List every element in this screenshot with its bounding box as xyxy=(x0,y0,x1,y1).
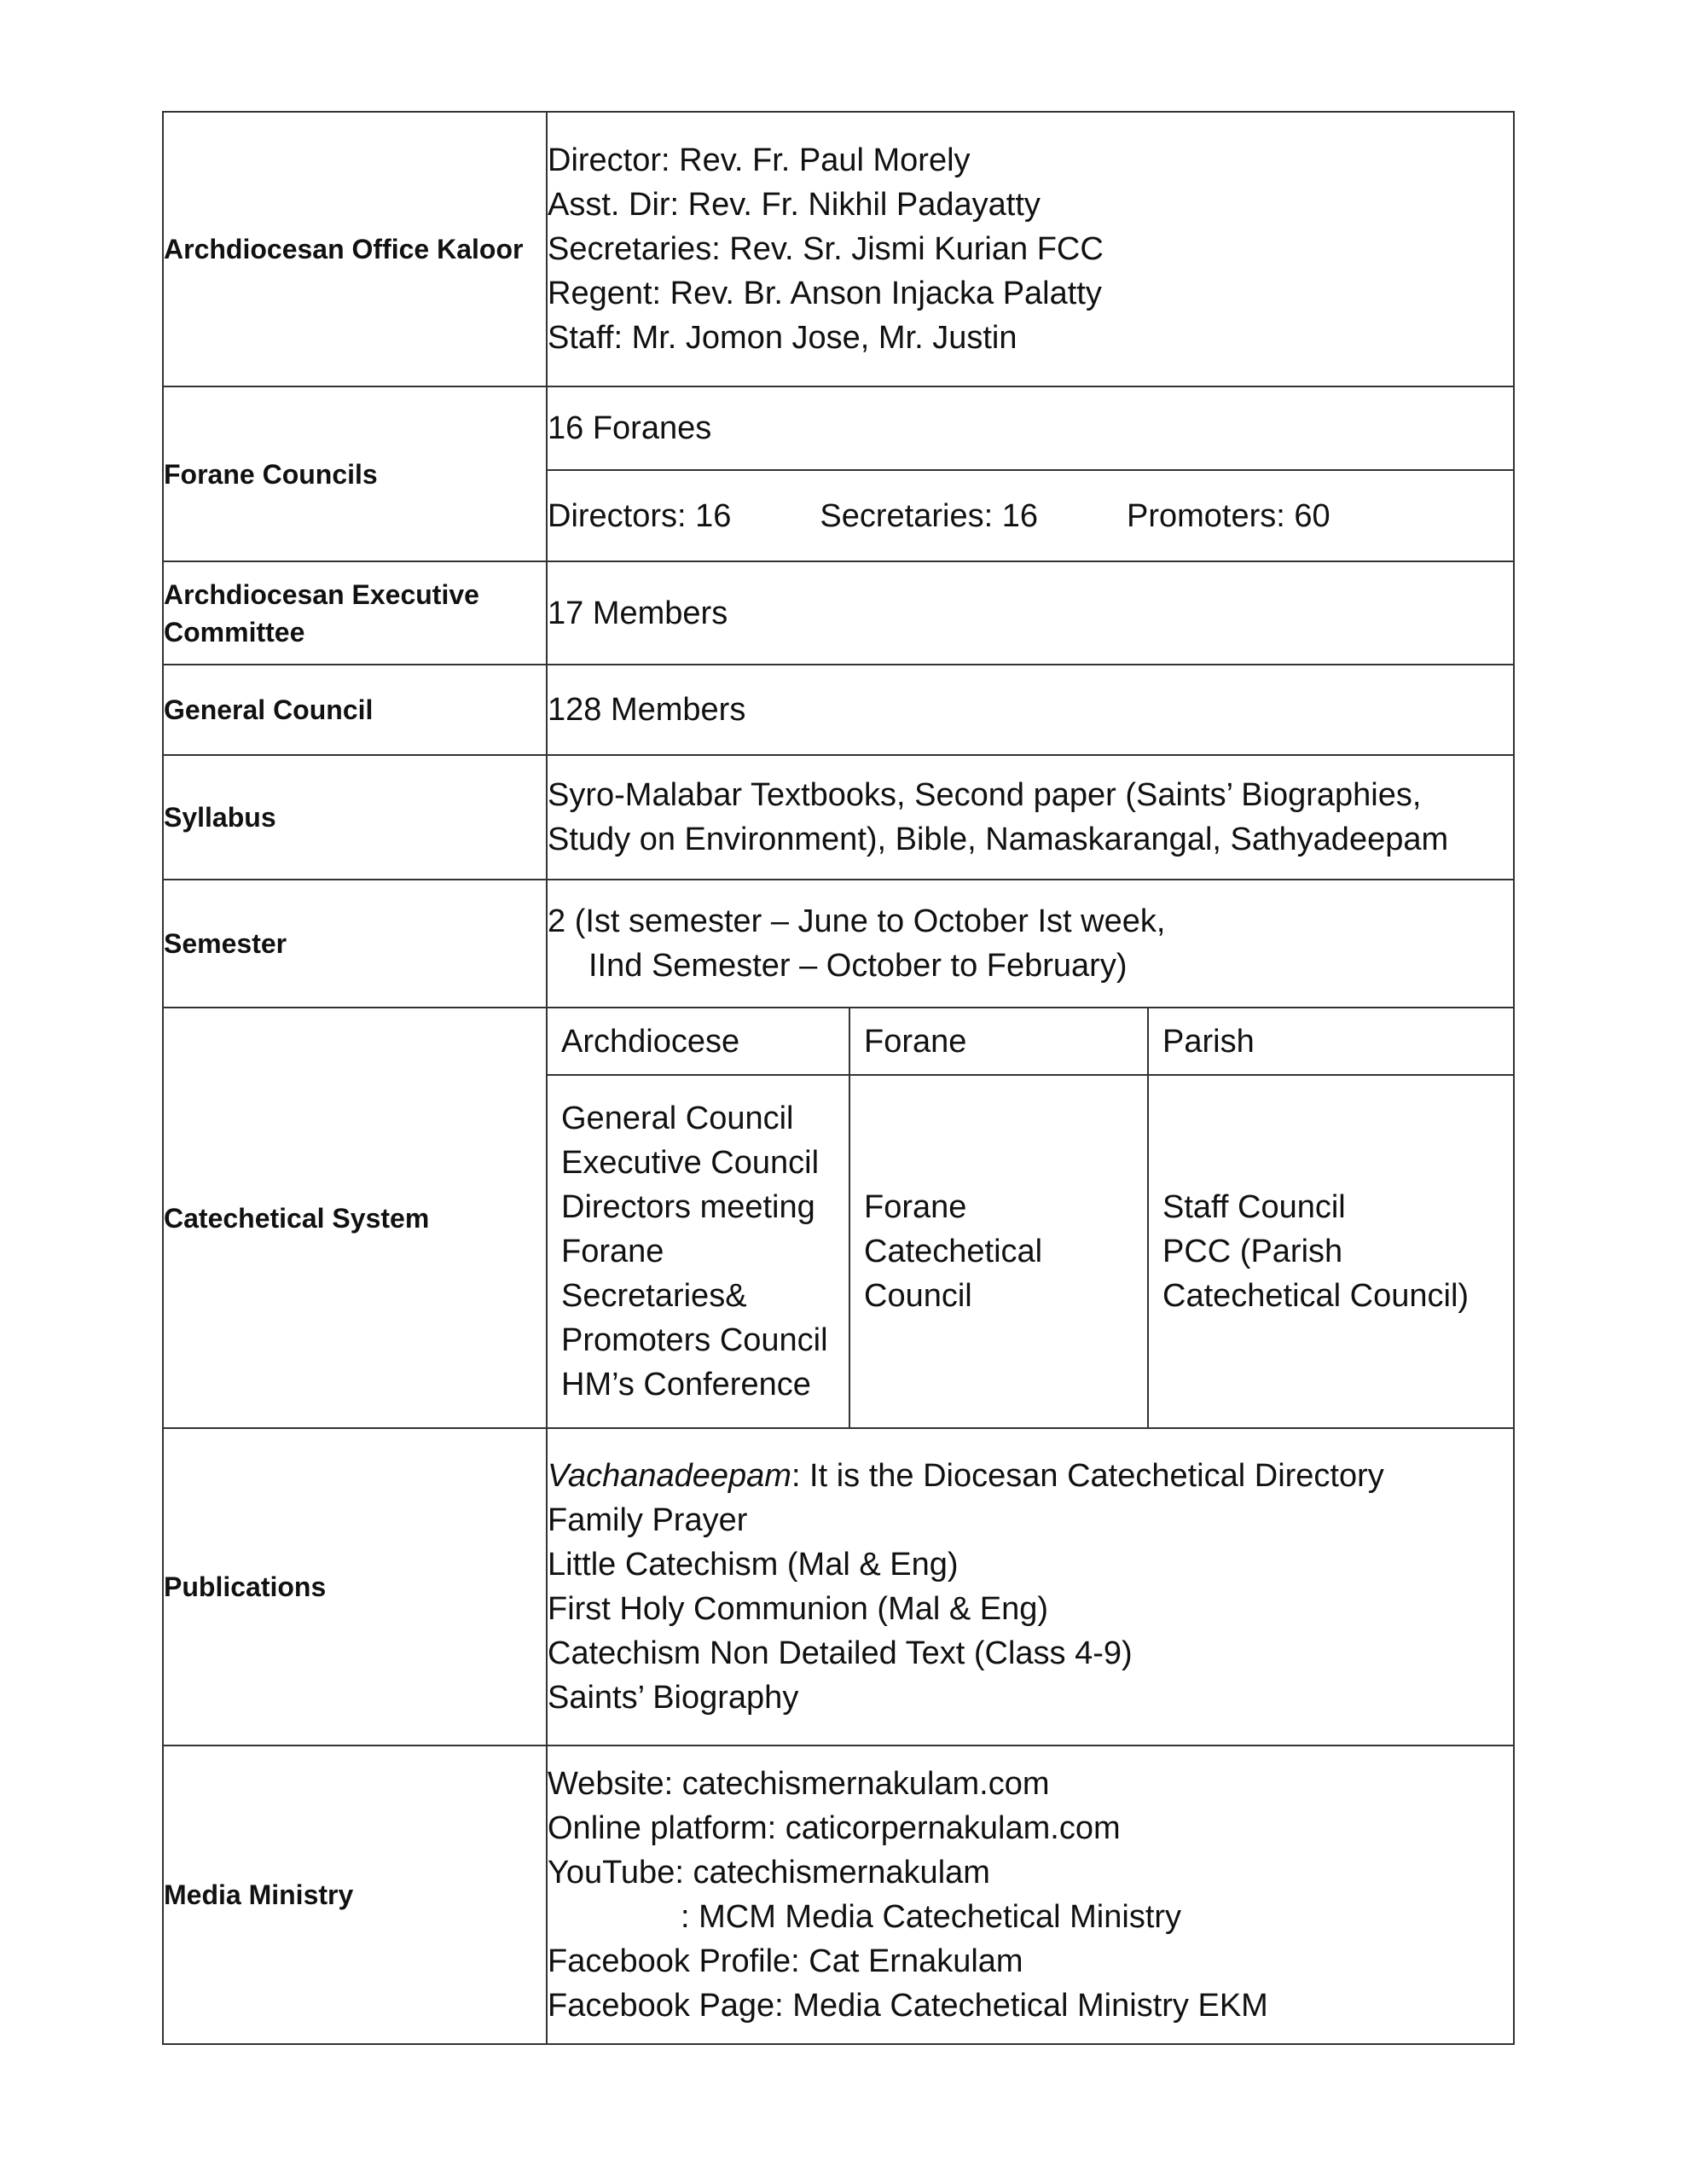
media-website: Website: catechismernakulam.com xyxy=(548,1766,1050,1802)
system-header-parish: Parish xyxy=(1148,1008,1513,1075)
system-body-row xyxy=(548,1075,1513,1427)
row-system xyxy=(163,1008,1514,1428)
media-youtube: YouTube: catechismernakulam xyxy=(548,1855,990,1891)
system-arch-item: Forane xyxy=(561,1234,664,1269)
publication-item: Saints’ Biography xyxy=(548,1680,799,1716)
system-arch-item: Secretaries& xyxy=(561,1278,747,1314)
label-media: Media Ministry xyxy=(163,1745,547,2044)
system-arch-item: Promoters Council xyxy=(561,1322,828,1358)
general-value: 128 Members xyxy=(547,665,1514,755)
system-arch-item: Executive Council xyxy=(561,1145,820,1181)
system-parish-list xyxy=(1148,1075,1513,1427)
publication-item: Catechism Non Detailed Text (Class 4-9) xyxy=(548,1635,1133,1671)
forane-directors: Directors: 16 xyxy=(548,497,732,534)
label-forane: Forane Councils xyxy=(163,386,547,561)
system-arch-item: HM’s Conference xyxy=(561,1367,811,1403)
system-forane-item: Council xyxy=(864,1278,972,1314)
row-media xyxy=(163,1745,1514,2044)
media-online-platform: Online platform: caticorpernakulam.com xyxy=(548,1810,1121,1846)
row-publications xyxy=(163,1428,1514,1745)
media-youtube-second: : MCM Media Catechetical Ministry xyxy=(681,1899,1182,1935)
system-header-archdiocese: Archdiocese xyxy=(548,1008,849,1075)
office-secretaries: Secretaries: Rev. Sr. Jismi Kurian FCC xyxy=(548,231,1104,267)
publication-item xyxy=(548,1454,1513,1498)
system-archdiocese-list xyxy=(548,1075,849,1427)
executive-value: 17 Members xyxy=(547,561,1514,665)
row-forane-count xyxy=(163,386,1514,470)
media-facebook-page: Facebook Page: Media Catechetical Ministry EKM xyxy=(548,1988,1268,2024)
syllabus-line-2: Study on Environment), Bible, Namaskarangal, Sathyadeepam xyxy=(548,822,1449,857)
row-office xyxy=(163,112,1514,386)
system-forane-item: Forane xyxy=(864,1189,967,1225)
system-arch-item: General Council xyxy=(561,1101,794,1136)
label-office: Archdiocesan Office Kaloor xyxy=(163,112,547,386)
system-parish-item: PCC (Parish xyxy=(1162,1234,1343,1269)
label-general: General Council xyxy=(163,665,547,755)
system-forane-list xyxy=(849,1075,1148,1427)
semester-text xyxy=(547,880,1514,1008)
forane-promoters: Promoters: 60 xyxy=(1126,497,1330,534)
syllabus-text xyxy=(547,755,1514,880)
system-forane-item: Catechetical xyxy=(864,1234,1043,1269)
semester-line-2: IInd Semester – October to February) xyxy=(588,948,1128,984)
office-asst-director: Asst. Dir: Rev. Fr. Nikhil Padayatty xyxy=(548,187,1041,223)
system-parish-item: Catechetical Council) xyxy=(1162,1278,1470,1314)
system-cell xyxy=(547,1008,1514,1428)
row-semester xyxy=(163,880,1514,1008)
media-facebook-profile: Facebook Profile: Cat Ernakulam xyxy=(548,1943,1023,1979)
publication-item: Little Catechism (Mal & Eng) xyxy=(548,1547,959,1583)
system-header-forane: Forane xyxy=(849,1008,1148,1075)
semester-line-1: 2 (Ist semester – June to October Ist week, xyxy=(548,903,1166,939)
label-executive: Archdiocesan Executive Committee xyxy=(163,561,547,665)
office-staff: Staff: Mr. Jomon Jose, Mr. Justin xyxy=(548,320,1017,356)
publication-description: : It is the Diocesan Catechetical Directory xyxy=(791,1458,1384,1494)
syllabus-line-1: Syro-Malabar Textbooks, Second paper (Saints’ Biographies, xyxy=(548,777,1422,813)
forane-roles xyxy=(547,470,1514,561)
label-system: Catechetical System xyxy=(163,1008,547,1428)
forane-count: 16 Foranes xyxy=(547,386,1514,470)
system-header-row xyxy=(548,1008,1513,1075)
system-subtable xyxy=(548,1008,1513,1427)
row-general xyxy=(163,665,1514,755)
label-semester: Semester xyxy=(163,880,547,1008)
office-director: Director: Rev. Fr. Paul Morely xyxy=(548,142,971,178)
system-arch-item: Directors meeting xyxy=(561,1189,815,1225)
publication-item: Family Prayer xyxy=(548,1502,748,1538)
label-publications: Publications xyxy=(163,1428,547,1745)
publication-title-italic: Vachanadeepam xyxy=(548,1458,791,1494)
row-executive xyxy=(163,561,1514,665)
system-parish-item: Staff Council xyxy=(1162,1189,1346,1225)
office-staff-list xyxy=(547,112,1514,386)
publication-item: First Holy Communion (Mal & Eng) xyxy=(548,1591,1049,1627)
label-syllabus: Syllabus xyxy=(163,755,547,880)
publications-list xyxy=(547,1428,1514,1745)
media-list xyxy=(547,1745,1514,2044)
forane-secretaries: Secretaries: 16 xyxy=(820,497,1038,534)
office-regent: Regent: Rev. Br. Anson Injacka Palatty xyxy=(548,276,1102,311)
row-syllabus xyxy=(163,755,1514,880)
catechetical-info-table xyxy=(162,111,1515,2045)
